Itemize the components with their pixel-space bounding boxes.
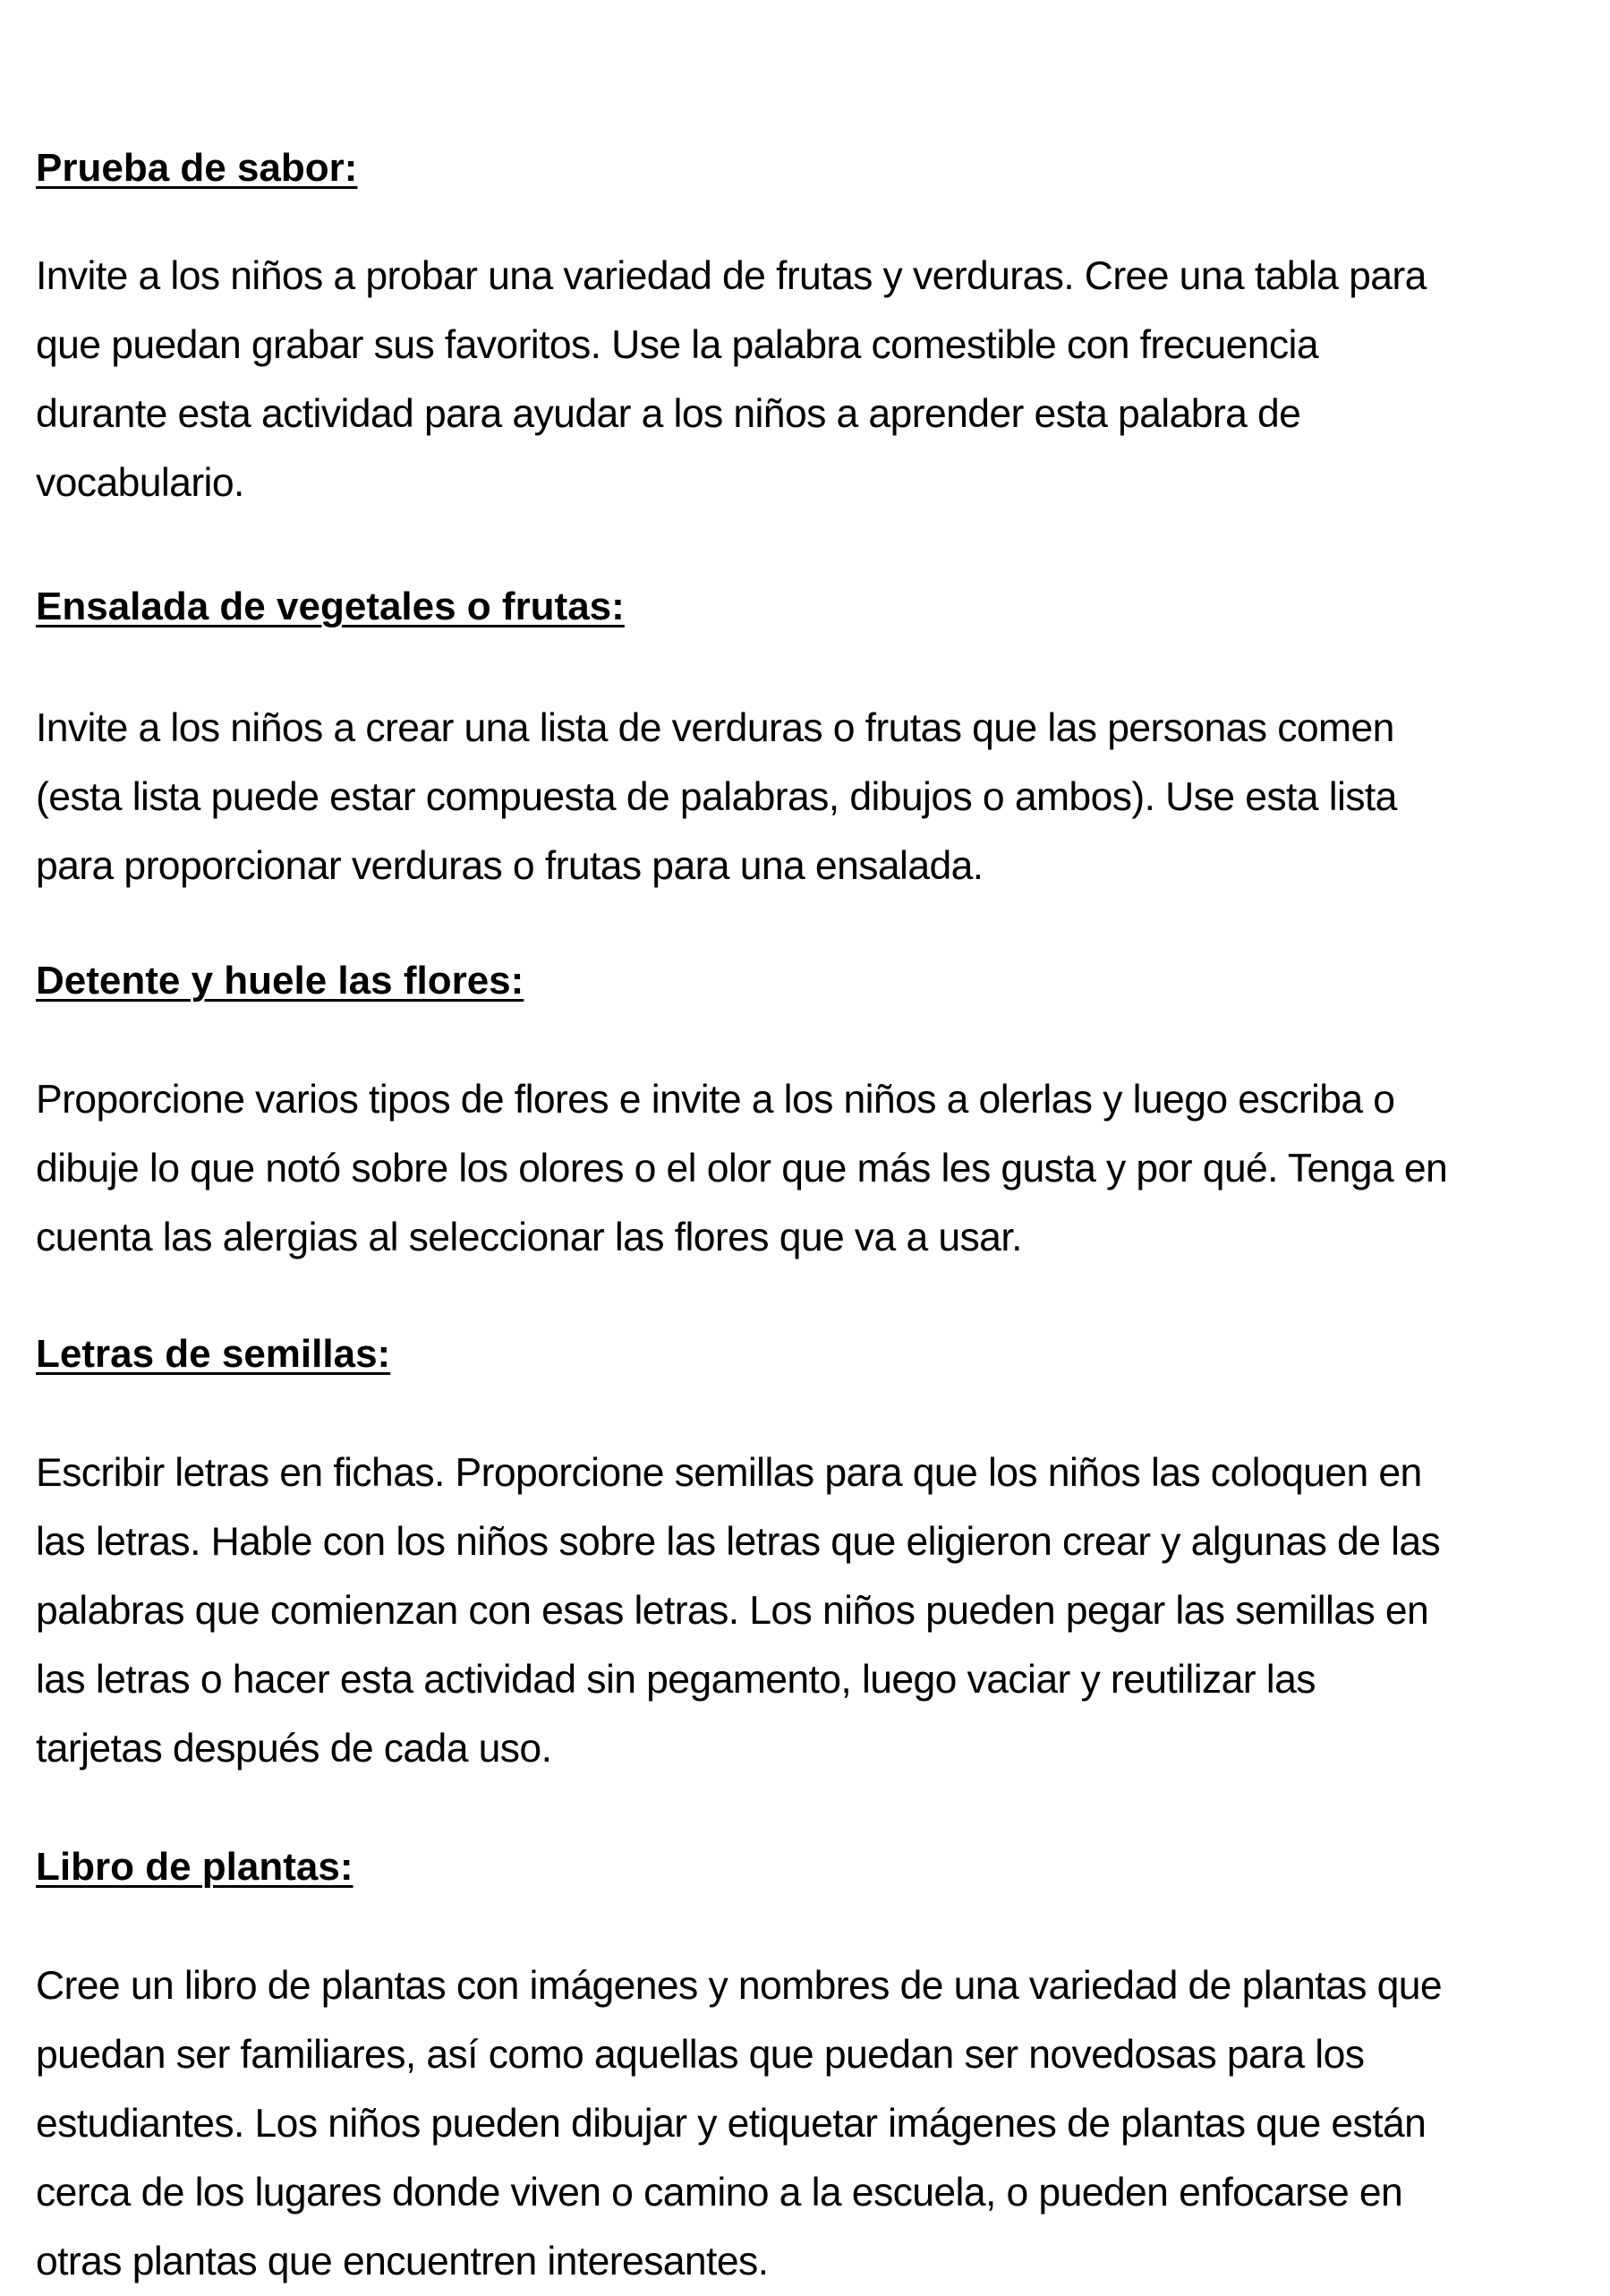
paragraph-line: vocabulario. xyxy=(36,461,244,505)
section-heading: Letras de semillas: xyxy=(36,1332,391,1376)
paragraph-line: puedan ser familiares, así como aquellas que puedan ser novedosas para los xyxy=(36,2033,1365,2077)
paragraph-line: las letras o hacer esta actividad sin pegamento, luego vaciar y reutilizar las xyxy=(36,1658,1316,1702)
paragraph-line: otras plantas que encuentren interesantes. xyxy=(36,2240,769,2283)
section-paragraph xyxy=(36,1951,1575,2296)
paragraph-line: tarjetas después de cada uso. xyxy=(36,1727,552,1771)
section-paragraph xyxy=(36,242,1575,517)
paragraph-line: Invite a los niños a crear una lista de verduras o frutas que las personas comen xyxy=(36,706,1394,750)
paragraph-line: dibuje lo que notó sobre los olores o el olor que más les gusta y por qué. Tenga en xyxy=(36,1147,1448,1191)
paragraph-line: cuenta las alergias al seleccionar las flores que va a usar. xyxy=(36,1216,1022,1259)
section-heading: Libro de plantas: xyxy=(36,1845,354,1889)
section-paragraph xyxy=(36,1065,1575,1272)
document-page xyxy=(36,0,1575,2292)
paragraph-line: Proporcione varios tipos de flores e invite a los niños a olerlas y luego escriba o xyxy=(36,1078,1395,1122)
paragraph-line: Invite a los niños a probar una variedad de frutas y verduras. Cree una tabla para xyxy=(36,254,1427,298)
paragraph-line: palabras que comienzan con esas letras. Los niños pueden pegar las semillas en xyxy=(36,1589,1429,1633)
paragraph-line: las letras. Hable con los niños sobre las letras que eligieron crear y algunas de las xyxy=(36,1520,1441,1564)
section-heading: Prueba de sabor: xyxy=(36,146,358,190)
paragraph-line: estudiantes. Los niños pueden dibujar y etiquetar imágenes de plantas que están xyxy=(36,2102,1427,2146)
section-paragraph xyxy=(36,694,1575,900)
paragraph-line: Escribir letras en fichas. Proporcione semillas para que los niños las coloquen en xyxy=(36,1451,1422,1495)
section-heading: Detente y huele las flores: xyxy=(36,959,524,1003)
paragraph-line: cerca de los lugares donde viven o camino a la escuela, o pueden enfocarse en xyxy=(36,2171,1403,2215)
section-paragraph xyxy=(36,1438,1575,1783)
paragraph-line: Cree un libro de plantas con imágenes y nombres de una variedad de plantas que xyxy=(36,1964,1443,2008)
paragraph-line: para proporcionar verduras o frutas para una ensalada. xyxy=(36,844,984,888)
paragraph-line: (esta lista puede estar compuesta de palabras, dibujos o ambos). Use esta lista xyxy=(36,775,1397,819)
section-heading: Ensalada de vegetales o frutas: xyxy=(36,585,625,628)
paragraph-line: durante esta actividad para ayudar a los niños a aprender esta palabra de xyxy=(36,392,1301,436)
paragraph-line: que puedan grabar sus favoritos. Use la palabra comestible con frecuencia xyxy=(36,323,1318,367)
